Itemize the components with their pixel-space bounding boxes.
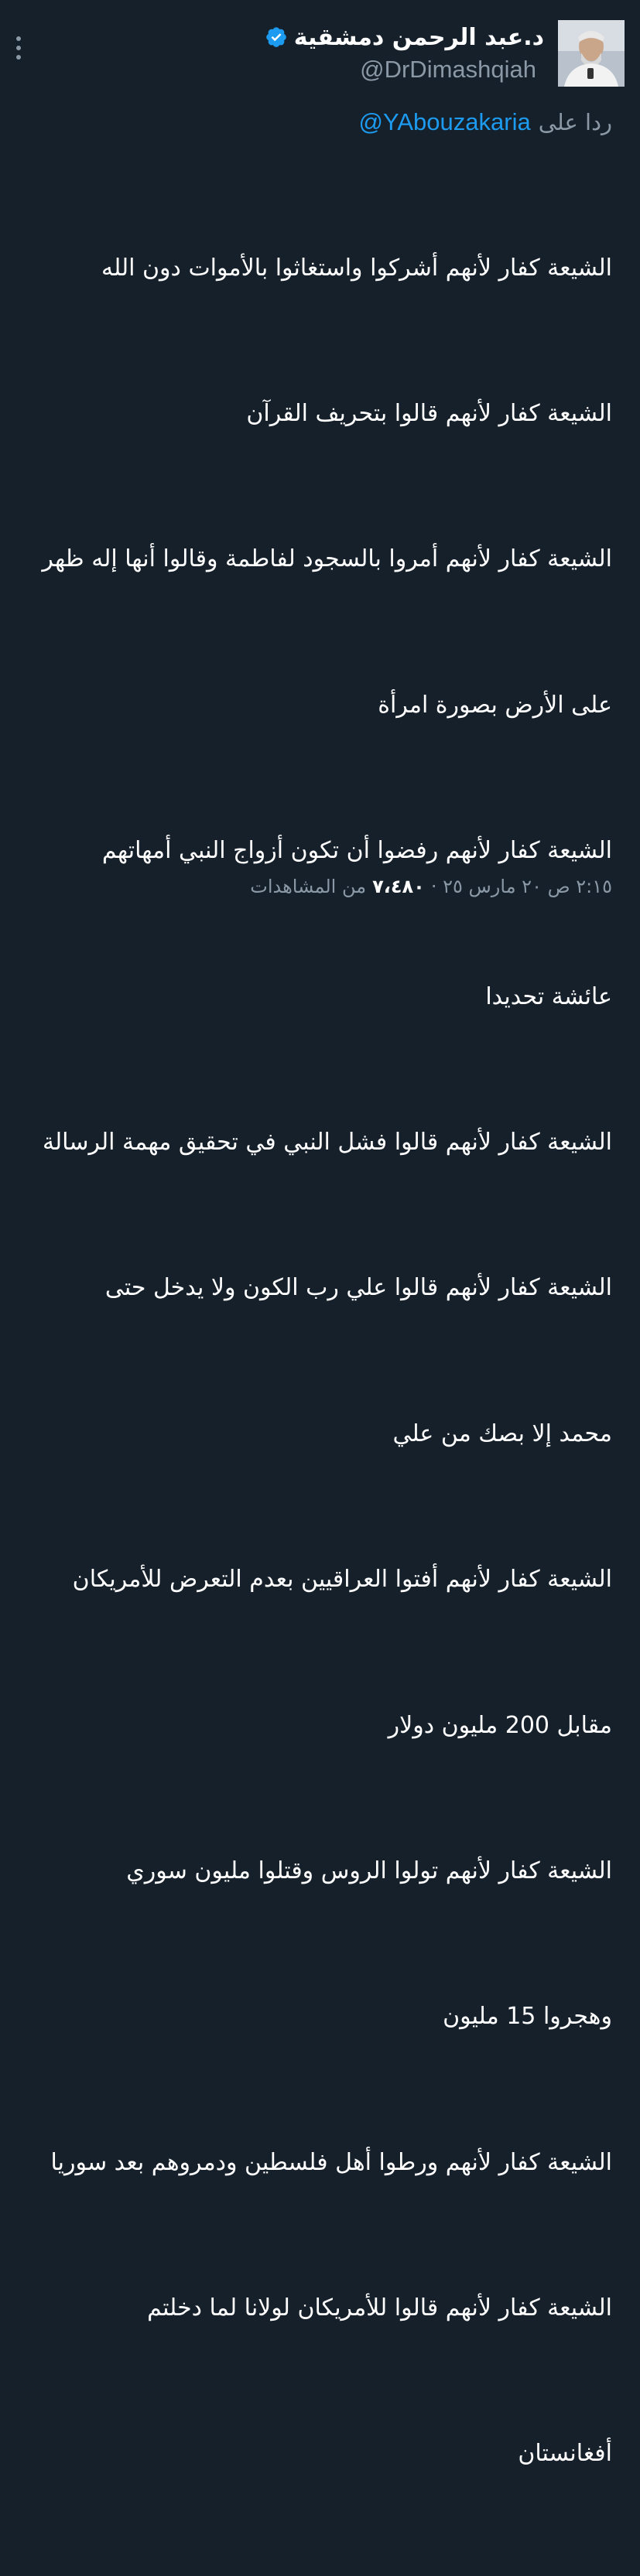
tweet-text-line: الشيعة كفار لأنهم أمروا بالسجود لفاطمة وقالوا أنها إله ظهر [42, 545, 612, 573]
tweet-text-line: الشيعة كفار لأنهم قالوا للأمريكان لولانا لما دخلتم [147, 2294, 612, 2322]
reply-prefix: ردا على [538, 109, 612, 135]
tweet-meta [250, 876, 612, 897]
tweet-text-line: مقابل 200 مليون دولار [388, 1711, 612, 1739]
verified-badge-icon [265, 26, 288, 49]
tweet-text [24, 147, 612, 2576]
views-label: من المشاهدات [250, 876, 367, 897]
reply-context [359, 107, 612, 138]
tweet-text-line: على الأرض بصورة امرأة [378, 691, 612, 719]
tweet-text-line: أفغانستان [518, 2440, 612, 2468]
tweet-text-line: الشيعة كفار لأنهم أفتوا العراقيين بعدم التعرض للأمريكان [72, 1566, 612, 1594]
tweet-text-line: محمد إلا بصك من علي [392, 1420, 612, 1447]
author-name-row[interactable] [265, 22, 544, 53]
reply-mention-link[interactable]: @YAbouzakaria [358, 108, 531, 135]
tweet-text-line: الشيعة كفار لأنهم قالوا بتحريف القرآن [246, 399, 612, 427]
author-handle[interactable]: @DrDimashqiah [360, 56, 536, 83]
tweet-text-line: الشيعة كفار لأنهم قالوا فشل النبي في تحقيق مهمة الرسالة [42, 1128, 612, 1156]
tweet-text-line: الشيعة كفار لأنهم ورطوا أهل فلسطين ودمروهم بعد سوريا [50, 2148, 612, 2176]
tweet-text-line: الشيعة كفار لأنهم قالوا علي رب الكون ولا يدخل حتى [104, 1274, 612, 1302]
tweet-text-line: الشيعة كفار لأنهم رفضوا أن تكون أزواج النبي أمهاتهم [101, 837, 612, 865]
person-photo-avatar [558, 20, 625, 87]
more-vertical-icon [16, 36, 21, 41]
author-display-name[interactable]: د.عبد الرحمن دمشقية [293, 23, 544, 51]
tweet-text-line: الشيعة كفار لأنهم تولوا الروس وقتلوا مليون سوري [126, 1857, 612, 1884]
tweet-timestamp[interactable]: ٢:١٥ ص ٢٠ مارس ٢٥ · [430, 876, 612, 897]
more-options-button[interactable] [11, 31, 26, 65]
tweet-text-line: الشيعة كفار لأنهم أشركوا واستغاثوا بالأموات دون الله [101, 254, 612, 282]
avatar[interactable] [558, 20, 625, 87]
views-count: ٧،٤٨٠ [372, 876, 425, 897]
tweet-text-line: عائشة تحديدا [485, 982, 612, 1010]
tweet-text-line: وهجروا 15 مليون [443, 2003, 612, 2031]
